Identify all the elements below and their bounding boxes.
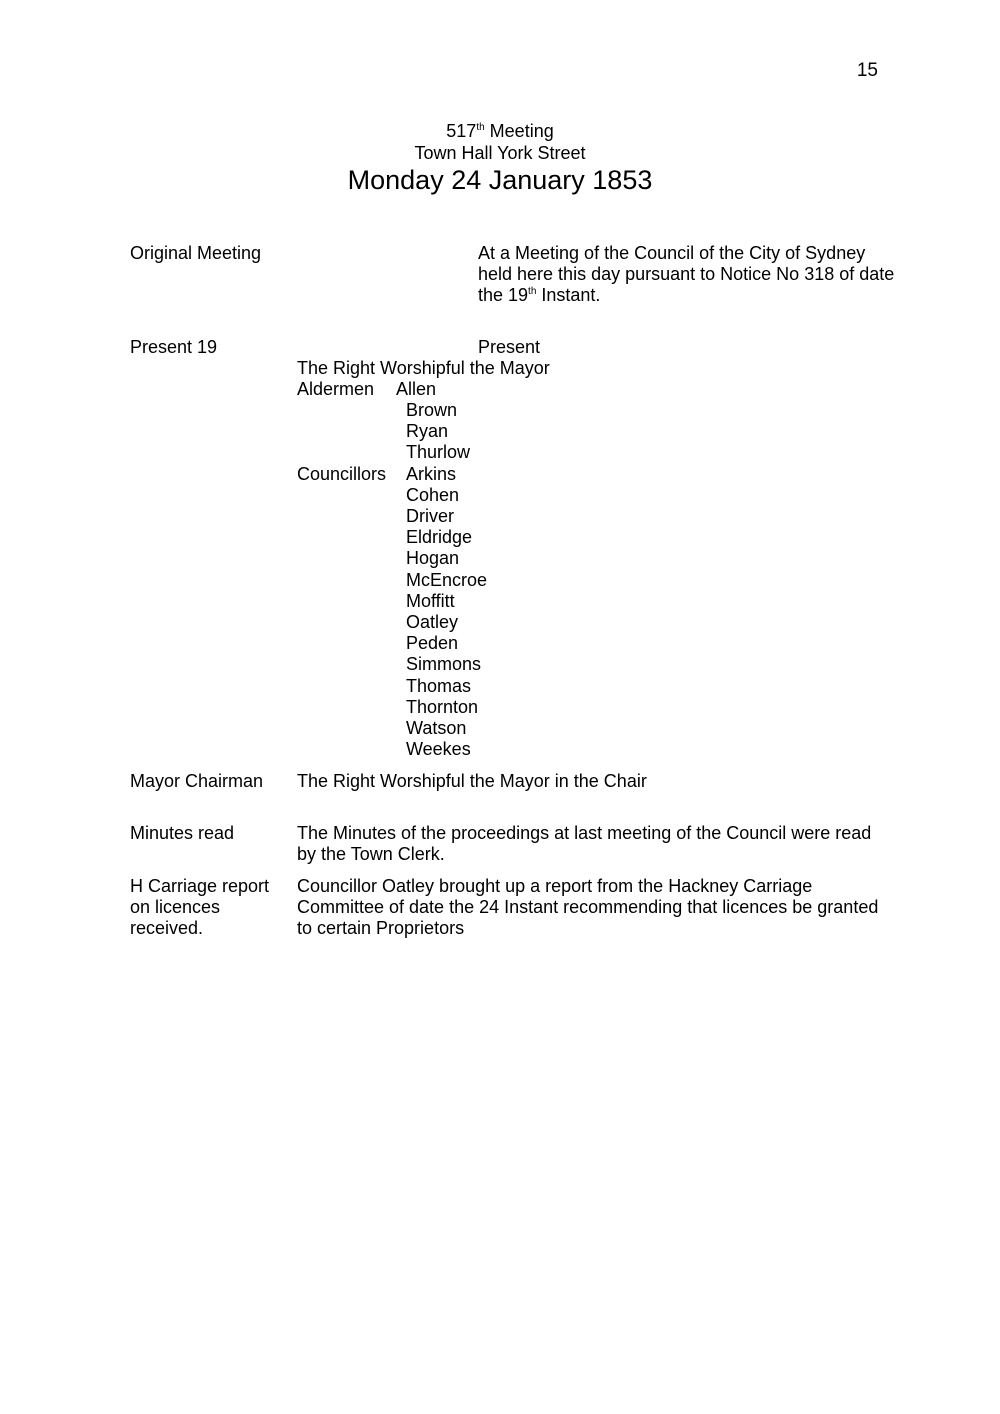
carriage-line-3: to certain Proprietors bbox=[297, 918, 465, 938]
councillor-name: Simmons bbox=[406, 654, 482, 675]
councillor-name: Cohen bbox=[406, 484, 460, 505]
present-heading: Present bbox=[478, 337, 541, 357]
councillor-name: Arkins bbox=[406, 463, 457, 484]
carriage-line-1: Councillor Oatley brought up a report from the Hackney Carriage bbox=[297, 876, 813, 896]
margin-present: Present 19 bbox=[130, 337, 218, 357]
line-3-post: Instant. bbox=[536, 285, 601, 305]
alderman-name: Brown bbox=[406, 400, 458, 420]
councillor-name: Driver bbox=[406, 506, 454, 527]
margin-minutes-read: Minutes read bbox=[130, 823, 235, 843]
date-heading: Monday 24 January 1853 bbox=[347, 165, 653, 195]
minutes-line-2: by the Town Clerk. bbox=[297, 844, 445, 864]
margin-mayor-chairman: Mayor Chairman bbox=[130, 771, 264, 791]
councillor-name: Oatley bbox=[406, 612, 459, 633]
carriage-line-2: Committee of date the 24 Instant recommending that licences be granted bbox=[297, 897, 879, 917]
councillor-name: Eldridge bbox=[406, 527, 473, 548]
venue: Town Hall York Street bbox=[414, 143, 586, 163]
margin-carriage-2: on licences bbox=[130, 897, 221, 917]
margin-carriage-3: received. bbox=[130, 918, 204, 938]
councillor-name: Thornton bbox=[406, 696, 479, 717]
meeting-ordinal: 517 bbox=[446, 121, 477, 141]
alderman-name: Ryan bbox=[406, 421, 449, 442]
margin-carriage-1: H Carriage report bbox=[130, 876, 270, 896]
mayor-line: The Right Worshipful the Mayor bbox=[297, 358, 550, 378]
councillor-name: Thomas bbox=[406, 675, 472, 696]
minutes-line-1: The Minutes of the proceedings at last meeting of the Council were read bbox=[297, 823, 872, 843]
meeting-word: Meeting bbox=[484, 121, 554, 141]
councillor-name: Peden bbox=[406, 633, 459, 654]
original-meeting-line-3 bbox=[478, 285, 600, 306]
original-meeting-line-2: held here this day pursuant to Notice No 318 of date bbox=[478, 264, 895, 284]
page-number: 15 bbox=[856, 60, 878, 81]
line-3-pre: the 19 bbox=[478, 285, 529, 305]
councillor-name: McEncroe bbox=[406, 569, 488, 590]
ordinal-suffix: th bbox=[476, 122, 485, 133]
councillor-name: Watson bbox=[406, 718, 467, 739]
councillor-name: Hogan bbox=[406, 548, 460, 569]
original-meeting-line-1: At a Meeting of the Council of the City of Sydney bbox=[478, 243, 866, 263]
councillor-name: Weekes bbox=[406, 739, 471, 760]
margin-original-meeting: Original Meeting bbox=[130, 243, 262, 263]
aldermen-label: Aldermen bbox=[297, 379, 375, 399]
alderman-name: Allen bbox=[396, 379, 437, 399]
chairman-text: The Right Worshipful the Mayor in the Chair bbox=[297, 771, 647, 791]
councillor-name: Moffitt bbox=[406, 590, 455, 611]
meeting-number bbox=[0, 121, 1000, 142]
alderman-name: Thurlow bbox=[406, 442, 471, 463]
attendee-list bbox=[406, 400, 487, 760]
councillors-label: Councillors bbox=[297, 464, 387, 484]
ordinal-suffix: th bbox=[528, 286, 537, 297]
